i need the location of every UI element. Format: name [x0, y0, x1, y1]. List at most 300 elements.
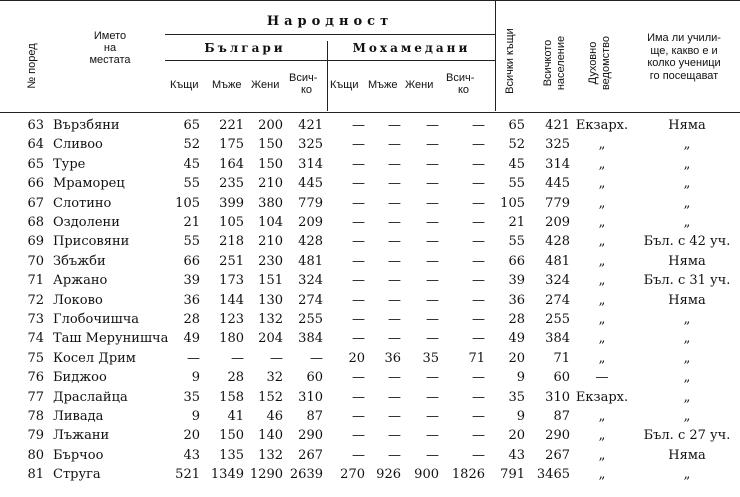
cell-mo-houses: — [352, 273, 365, 289]
cell-religion: — [595, 370, 609, 386]
cell-bg-total: 310 [298, 389, 323, 405]
cell-mo-men: — [388, 312, 401, 327]
cell-bg-total: 324 [298, 273, 323, 289]
table-row [0, 232, 740, 251]
cell-bg-men: 123 [219, 312, 244, 327]
cell-all-houses: 20 [508, 428, 525, 444]
cell-all-houses: 35 [508, 389, 525, 405]
cell-mo-women: — [426, 273, 439, 289]
cell-bg-total: 60 [306, 370, 323, 386]
table-row [0, 135, 740, 154]
subgroup-rule [165, 60, 495, 61]
header-mohammedans: Мохамедани [352, 41, 471, 55]
cell-bg-men: 218 [219, 234, 244, 250]
cell-bg-women: 204 [258, 331, 283, 347]
header-m-men: Мъже [368, 79, 398, 91]
cell-bg-women: 46 [266, 409, 283, 424]
cell-religion: „ [598, 409, 606, 424]
cell-mo-houses: — [352, 118, 365, 133]
cell-all-population: 274 [545, 292, 570, 308]
cell-all-houses: 65 [508, 118, 525, 133]
cell-mo-total: — [472, 312, 485, 327]
header-b-total-line-2: ко [301, 84, 313, 96]
table-row [0, 368, 740, 387]
cell-school: „ [683, 331, 691, 347]
cell-bg-total: 290 [298, 428, 323, 444]
cell-mo-women: 900 [414, 467, 439, 483]
cell-mo-men: — [388, 292, 401, 308]
table-row [0, 407, 740, 426]
cell-place-name: Таш Мерунишча [53, 331, 169, 347]
cell-religion: „ [598, 467, 606, 483]
cell-no: 81 [27, 467, 44, 483]
cell-mo-houses: — [352, 312, 365, 327]
cell-bg-men: 105 [219, 215, 244, 230]
cell-place-name: Оздолени [53, 215, 120, 230]
cell-mo-women: — [426, 118, 439, 133]
cell-no: 72 [27, 292, 44, 308]
cell-all-houses: 49 [508, 331, 525, 347]
cell-bg-houses: 49 [183, 331, 200, 347]
cell-mo-women: — [426, 370, 439, 386]
col-divider-all [495, 0, 496, 111]
header-school-line-4: го посещават [649, 69, 719, 82]
cell-mo-total: — [472, 195, 485, 211]
cell-bg-men: 180 [219, 331, 244, 347]
cell-bg-women: 210 [258, 234, 283, 250]
cell-bg-total: — [310, 350, 323, 366]
cell-bg-women: 210 [258, 176, 283, 192]
cell-bg-men: 235 [219, 176, 244, 192]
cell-school: „ [683, 350, 691, 366]
cell-no: 67 [27, 195, 44, 211]
table-row [0, 426, 740, 445]
cell-no: 80 [27, 447, 44, 463]
cell-all-population: 384 [545, 331, 570, 347]
cell-bg-women: 151 [258, 273, 283, 289]
cell-bg-total: 2639 [289, 467, 323, 483]
cell-bg-women: 380 [258, 195, 283, 211]
cell-place-name: Збъжби [53, 253, 106, 269]
cell-mo-houses: — [352, 447, 365, 463]
cell-all-houses: 55 [508, 234, 525, 250]
cell-bg-men: 175 [219, 137, 244, 153]
cell-all-population: 445 [545, 176, 570, 192]
cell-mo-men: — [388, 234, 401, 250]
cell-all-houses: 105 [500, 195, 525, 211]
cell-religion: „ [598, 273, 606, 289]
header-religion [587, 18, 613, 108]
cell-all-houses: 9 [516, 370, 525, 386]
cell-school: „ [683, 195, 691, 211]
cell-no: 78 [27, 409, 44, 424]
cell-no: 68 [27, 215, 44, 230]
table-row [0, 349, 740, 368]
cell-bg-women: 132 [258, 312, 283, 327]
cell-mo-women: — [426, 215, 439, 230]
header-bottom-rule [0, 112, 740, 113]
cell-all-population: 290 [545, 428, 570, 444]
cell-school: „ [683, 389, 691, 405]
cell-bg-men: — [231, 350, 244, 366]
cell-no: 76 [27, 370, 44, 386]
cell-school: Няма [668, 118, 706, 133]
cell-mo-houses: — [352, 428, 365, 444]
cell-all-population: 71 [553, 350, 570, 366]
header-school-line-3: колко ученици [647, 57, 721, 69]
header-all-population [542, 18, 568, 108]
cell-bg-women: 150 [258, 137, 283, 153]
table-row [0, 291, 740, 310]
cell-place-name: Туре [53, 156, 86, 172]
cell-no: 79 [27, 428, 44, 444]
header-all-population-line-2: население [555, 35, 567, 91]
cell-religion: „ [598, 331, 606, 347]
cell-bg-houses: 105 [175, 195, 200, 211]
cell-mo-houses: — [352, 215, 365, 230]
cell-bg-men: 144 [219, 292, 244, 308]
header-m-houses: Къщи [330, 79, 359, 91]
cell-mo-total: — [472, 215, 485, 230]
header-school-line-1: Има ли учили- [647, 32, 721, 44]
header-religion-line-2: ведомство [600, 35, 612, 91]
cell-school: „ [683, 215, 691, 230]
cell-mo-houses: 20 [348, 350, 365, 366]
table-row [0, 194, 740, 213]
cell-school: „ [683, 137, 691, 153]
cell-bg-women: 132 [258, 447, 283, 463]
cell-religion: „ [598, 234, 606, 250]
cell-bg-houses: — [187, 350, 200, 366]
cell-bg-women: 152 [258, 389, 283, 405]
cell-religion: „ [598, 137, 606, 153]
group-divider [327, 41, 328, 111]
header-b-men: Мъже [212, 79, 242, 91]
cell-mo-women: — [426, 331, 439, 347]
cell-mo-houses: — [352, 234, 365, 250]
header-all-population-line-1: Всичкото [542, 39, 554, 87]
cell-bg-total: 445 [298, 176, 323, 192]
cell-religion: „ [598, 156, 606, 172]
cell-mo-houses: — [352, 292, 365, 308]
cell-mo-women: — [426, 292, 439, 308]
cell-bg-women: 150 [258, 156, 283, 172]
cell-place-name: Сливоо [53, 137, 103, 153]
header-b-total [289, 72, 317, 96]
cell-bg-houses: 66 [183, 253, 200, 269]
cell-mo-houses: — [352, 176, 365, 192]
cell-bg-men: 135 [219, 447, 244, 463]
cell-bg-houses: 36 [183, 292, 200, 308]
table-row [0, 116, 740, 135]
cell-place-name: Косел Дрим [53, 350, 136, 366]
header-school [628, 32, 740, 82]
cell-bg-total: 428 [298, 234, 323, 250]
cell-mo-women: — [426, 195, 439, 211]
cell-bg-houses: 45 [183, 156, 200, 172]
cell-religion: „ [598, 253, 606, 269]
cell-mo-men: 926 [376, 467, 401, 483]
header-m-total-line-1: Всич- [446, 72, 475, 84]
cell-mo-total: — [472, 409, 485, 424]
cell-bg-total: 267 [298, 447, 323, 463]
cell-mo-total: — [472, 176, 485, 192]
cell-school: „ [683, 467, 691, 483]
cell-religion: „ [598, 428, 606, 444]
cell-religion: „ [598, 292, 606, 308]
cell-all-houses: 20 [508, 350, 525, 366]
cell-bg-men: 150 [219, 428, 244, 444]
cell-bg-houses: 39 [183, 273, 200, 289]
cell-mo-women: 35 [422, 350, 439, 366]
cell-place-name: Бърчоо [53, 447, 104, 463]
cell-mo-total: — [472, 156, 485, 172]
cell-mo-total: — [472, 428, 485, 444]
header-place-line-2: на [103, 42, 117, 54]
cell-religion: Екзарх. [575, 389, 629, 405]
cell-all-population: 209 [545, 215, 570, 230]
cell-bg-women: 104 [258, 215, 283, 230]
cell-mo-women: — [426, 253, 439, 269]
cell-all-population: 324 [545, 273, 570, 289]
cell-mo-houses: — [352, 409, 365, 424]
cell-mo-houses: — [352, 137, 365, 153]
table-row [0, 252, 740, 271]
cell-mo-total: — [472, 273, 485, 289]
cell-bg-women: 32 [266, 370, 283, 386]
cell-all-population: 3465 [536, 467, 570, 483]
cell-religion: „ [598, 312, 606, 327]
cell-mo-total: — [472, 137, 485, 153]
cell-all-houses: 55 [508, 176, 525, 192]
cell-no: 63 [27, 118, 44, 133]
cell-bg-houses: 55 [183, 234, 200, 250]
cell-mo-houses: — [352, 195, 365, 211]
cell-no: 75 [27, 350, 44, 366]
header-school-line-2: ще, какво е и [650, 44, 718, 57]
cell-mo-women: — [426, 428, 439, 444]
cell-bg-men: 399 [219, 195, 244, 211]
cell-religion: „ [598, 350, 606, 366]
cell-mo-women: — [426, 389, 439, 405]
cell-all-population: 87 [553, 409, 570, 424]
cell-place-name: Аржано [53, 273, 108, 289]
table-row [0, 174, 740, 193]
cell-mo-women: — [426, 137, 439, 153]
cell-mo-total: 71 [468, 350, 485, 366]
header-b-houses: Къщи [170, 79, 199, 91]
header-b-total-line-1: Всич- [289, 72, 318, 84]
cell-religion: „ [598, 195, 606, 211]
header-place-name [60, 30, 160, 66]
cell-mo-total: — [472, 331, 485, 347]
table-row [0, 465, 740, 484]
cell-bg-women: 140 [258, 428, 283, 444]
cell-place-name: Драслайца [53, 389, 128, 405]
cell-all-population: 60 [553, 370, 570, 386]
cell-school: Няма [668, 253, 706, 269]
nationality-rule [165, 34, 495, 35]
cell-bg-total: 314 [298, 156, 323, 172]
table-row [0, 271, 740, 290]
cell-bg-total: 779 [298, 195, 323, 211]
cell-place-name: Ливада [53, 409, 104, 424]
cell-bg-women: — [270, 350, 283, 366]
cell-school: „ [683, 312, 691, 327]
header-m-women: Жени [405, 79, 434, 91]
cell-all-houses: 39 [508, 273, 525, 289]
table-row [0, 213, 740, 232]
cell-mo-men: — [388, 447, 401, 463]
cell-all-population: 267 [545, 447, 570, 463]
header-all-houses: Всички къщи [504, 28, 516, 94]
cell-bg-men: 173 [219, 273, 244, 289]
cell-mo-men: — [388, 409, 401, 424]
cell-bg-houses: 20 [183, 428, 200, 444]
cell-mo-houses: 270 [340, 467, 365, 483]
cell-bg-men: 221 [219, 118, 244, 133]
header-place-line-3: местата [89, 54, 131, 66]
cell-school: „ [683, 156, 691, 172]
cell-mo-men: — [388, 253, 401, 269]
cell-mo-houses: — [352, 389, 365, 405]
cell-school: Няма [668, 292, 706, 308]
cell-mo-total: — [472, 118, 485, 133]
cell-mo-women: — [426, 409, 439, 424]
cell-place-name: Биджоо [53, 370, 107, 386]
table-row [0, 388, 740, 407]
header-place-line-1: Името [93, 30, 127, 42]
cell-place-name: Глобочишча [53, 312, 140, 327]
cell-bg-men: 41 [227, 409, 244, 424]
cell-bg-women: 1290 [249, 467, 283, 483]
cell-bg-total: 209 [298, 215, 323, 230]
header-nationality: Народност [266, 14, 394, 29]
cell-mo-men: — [388, 195, 401, 211]
cell-bg-men: 1349 [210, 467, 244, 483]
header-bulgarians: Българи [204, 41, 286, 55]
cell-school: „ [683, 370, 691, 386]
cell-bg-houses: 521 [175, 467, 200, 483]
cell-mo-men: — [388, 389, 401, 405]
cell-mo-men: — [388, 273, 401, 289]
cell-mo-women: — [426, 234, 439, 250]
cell-mo-women: — [426, 176, 439, 192]
cell-mo-men: — [388, 370, 401, 386]
cell-religion: „ [598, 176, 606, 192]
table-row [0, 310, 740, 329]
cell-no: 71 [27, 273, 44, 289]
header-religion-line-1: Духовно [587, 41, 599, 85]
cell-all-population: 481 [545, 253, 570, 269]
cell-bg-houses: 65 [183, 118, 200, 133]
cell-place-name: Лъжани [53, 428, 110, 444]
cell-bg-total: 325 [298, 137, 323, 153]
cell-bg-total: 255 [298, 312, 323, 327]
cell-bg-houses: 9 [191, 370, 200, 386]
cell-bg-houses: 28 [183, 312, 200, 327]
cell-all-houses: 43 [508, 447, 525, 463]
cell-all-houses: 36 [508, 292, 525, 308]
cell-mo-women: — [426, 312, 439, 327]
cell-all-houses: 9 [516, 409, 525, 424]
cell-mo-men: — [388, 156, 401, 172]
cell-no: 70 [27, 253, 44, 269]
cell-mo-men: — [388, 428, 401, 444]
cell-school: „ [683, 176, 691, 192]
table-row [0, 155, 740, 174]
cell-mo-men: — [388, 215, 401, 230]
cell-school: Бъл. с 42 уч. [643, 234, 731, 250]
cell-place-name: Струга [53, 467, 101, 483]
cell-no: 74 [27, 331, 44, 347]
cell-all-houses: 791 [500, 467, 525, 483]
cell-bg-houses: 35 [183, 389, 200, 405]
cell-mo-houses: — [352, 370, 365, 386]
cell-all-houses: 66 [508, 253, 525, 269]
cell-mo-houses: — [352, 156, 365, 172]
cell-bg-men: 158 [219, 389, 244, 405]
cell-all-population: 421 [545, 118, 570, 133]
cell-all-houses: 52 [508, 137, 525, 153]
cell-no: 73 [27, 312, 44, 327]
cell-no: 66 [27, 176, 44, 192]
cell-place-name: Вързбяни [53, 118, 120, 133]
table-top-rule [0, 0, 740, 1]
cell-mo-women: — [426, 156, 439, 172]
cell-school: Бъл. с 31 уч. [643, 273, 731, 289]
cell-bg-women: 130 [258, 292, 283, 308]
cell-school: Бъл. с 27 уч. [643, 428, 731, 444]
cell-mo-total: — [472, 234, 485, 250]
cell-bg-men: 164 [219, 156, 244, 172]
cell-bg-houses: 21 [183, 215, 200, 230]
header-m-total [446, 72, 474, 96]
cell-all-population: 779 [545, 195, 570, 211]
cell-no: 65 [27, 156, 44, 172]
cell-school: „ [683, 409, 691, 424]
cell-place-name: Мраморец [53, 176, 125, 192]
cell-bg-houses: 9 [191, 409, 200, 424]
cell-mo-men: — [388, 331, 401, 347]
cell-school: Няма [668, 447, 706, 463]
cell-religion: Екзарх. [575, 118, 629, 133]
cell-mo-total: — [472, 292, 485, 308]
cell-place-name: Присовяни [53, 234, 130, 250]
cell-all-population: 325 [545, 137, 570, 153]
table-row [0, 446, 740, 465]
cell-no: 77 [27, 389, 44, 405]
cell-bg-total: 274 [298, 292, 323, 308]
cell-bg-houses: 43 [183, 447, 200, 463]
cell-mo-total: 1826 [451, 467, 485, 483]
cell-religion: „ [598, 447, 606, 463]
cell-all-population: 310 [545, 389, 570, 405]
cell-mo-total: — [472, 253, 485, 269]
cell-bg-houses: 55 [183, 176, 200, 192]
cell-all-population: 255 [545, 312, 570, 327]
cell-bg-men: 28 [227, 370, 244, 386]
cell-mo-women: — [426, 447, 439, 463]
header-b-women: Жени [251, 79, 280, 91]
cell-all-houses: 45 [508, 156, 525, 172]
cell-mo-total: — [472, 370, 485, 386]
cell-mo-men: — [388, 176, 401, 192]
cell-bg-total: 384 [298, 331, 323, 347]
cell-place-name: Локово [53, 292, 103, 308]
cell-mo-men: 36 [384, 350, 401, 366]
cell-mo-houses: — [352, 331, 365, 347]
